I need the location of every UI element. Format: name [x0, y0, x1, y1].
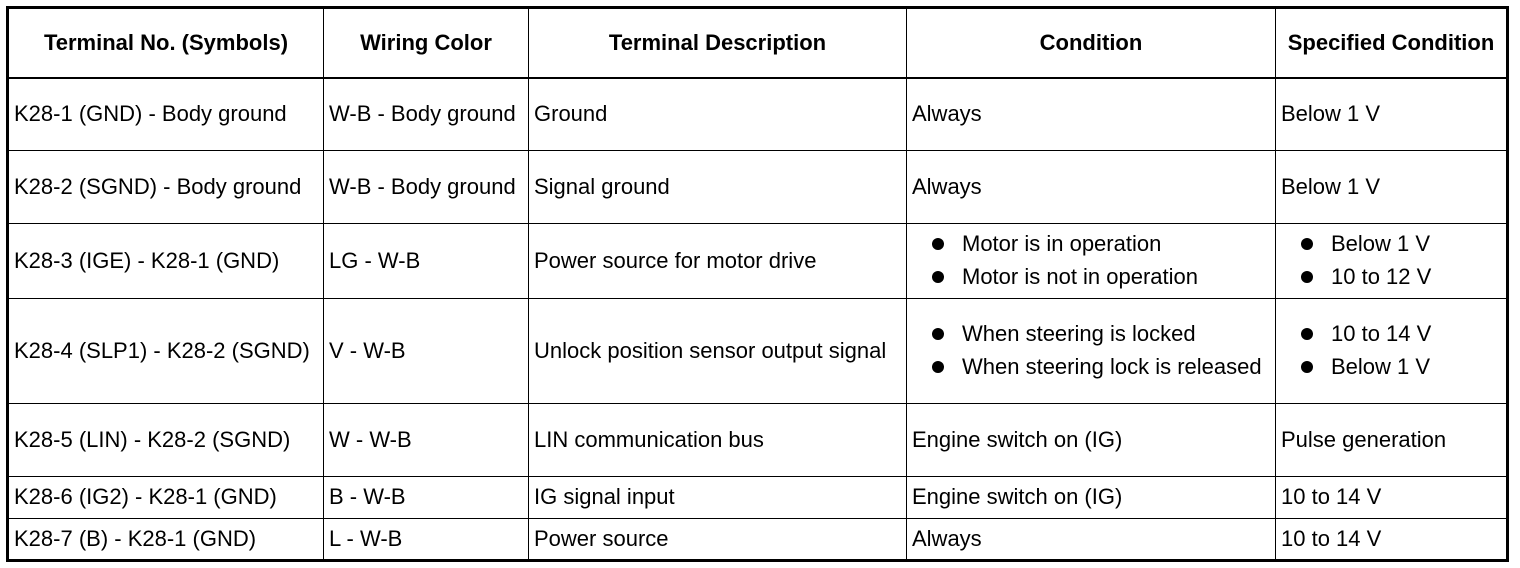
bullet-text: 10 to 12 V — [1331, 264, 1432, 289]
bullet-text: When steering is locked — [962, 321, 1196, 346]
cell-description: Ground — [529, 78, 907, 150]
bullet-item — [1301, 352, 1501, 382]
bullet-item — [932, 262, 1270, 292]
bullet-item — [1301, 229, 1501, 259]
cell-condition-list — [907, 298, 1276, 403]
bullet-text: Motor is not in operation — [962, 264, 1199, 289]
cell-description: Unlock position sensor output signal — [529, 298, 907, 403]
cell-specified-list — [1276, 223, 1508, 298]
table-row — [8, 403, 1508, 476]
bullet-text: When steering lock is released — [962, 354, 1262, 379]
cell-terminal: K28-3 (IGE) - K28-1 (GND) — [8, 223, 324, 298]
cell-wiring-color: B - W-B — [324, 476, 529, 518]
header-wiring-color: Wiring Color — [324, 8, 529, 79]
cell-wiring-color: W-B - Body ground — [324, 78, 529, 150]
cell-specified: 10 to 14 V — [1276, 476, 1508, 518]
cell-description: Power source for motor drive — [529, 223, 907, 298]
cell-wiring-color: V - W-B — [324, 298, 529, 403]
cell-terminal: K28-6 (IG2) - K28-1 (GND) — [8, 476, 324, 518]
cell-specified: 10 to 14 V — [1276, 518, 1508, 560]
bullet-item — [1301, 262, 1501, 292]
cell-description: LIN communication bus — [529, 403, 907, 476]
cell-wiring-color: LG - W-B — [324, 223, 529, 298]
header-specified-condition: Specified Condition — [1276, 8, 1508, 79]
cell-description: Power source — [529, 518, 907, 560]
bullet-text: 10 to 14 V — [1331, 321, 1432, 346]
cell-condition: Engine switch on (IG) — [907, 403, 1276, 476]
cell-terminal: K28-7 (B) - K28-1 (GND) — [8, 518, 324, 560]
cell-terminal: K28-4 (SLP1) - K28-2 (SGND) — [8, 298, 324, 403]
cell-condition-list — [907, 223, 1276, 298]
terminal-table-container — [6, 6, 1509, 562]
terminal-specification-table — [6, 6, 1509, 562]
bullet-text: Motor is in operation — [962, 231, 1162, 256]
cell-condition: Always — [907, 78, 1276, 150]
condition-bullet-list — [912, 319, 1270, 382]
bullet-item — [932, 229, 1270, 259]
cell-condition: Always — [907, 518, 1276, 560]
table-header-row — [8, 8, 1508, 79]
header-condition: Condition — [907, 8, 1276, 79]
bullet-item — [932, 319, 1270, 349]
table-row — [8, 518, 1508, 560]
cell-condition: Always — [907, 150, 1276, 223]
cell-specified: Below 1 V — [1276, 78, 1508, 150]
bullet-text: Below 1 V — [1331, 231, 1431, 256]
cell-specified-list — [1276, 298, 1508, 403]
cell-specified: Pulse generation — [1276, 403, 1508, 476]
cell-description: Signal ground — [529, 150, 907, 223]
specified-bullet-list — [1281, 229, 1501, 292]
cell-terminal: K28-2 (SGND) - Body ground — [8, 150, 324, 223]
table-row — [8, 78, 1508, 150]
header-terminal: Terminal No. (Symbols) — [8, 8, 324, 79]
bullet-item — [1301, 319, 1501, 349]
table-row — [8, 223, 1508, 298]
table-row — [8, 150, 1508, 223]
specified-bullet-list — [1281, 319, 1501, 382]
condition-bullet-list — [912, 229, 1270, 292]
cell-specified: Below 1 V — [1276, 150, 1508, 223]
header-terminal-description: Terminal Description — [529, 8, 907, 79]
bullet-text: Below 1 V — [1331, 354, 1431, 379]
cell-wiring-color: W-B - Body ground — [324, 150, 529, 223]
cell-wiring-color: L - W-B — [324, 518, 529, 560]
bullet-item — [932, 352, 1270, 382]
cell-terminal: K28-1 (GND) - Body ground — [8, 78, 324, 150]
table-row — [8, 476, 1508, 518]
table-row — [8, 298, 1508, 403]
cell-terminal: K28-5 (LIN) - K28-2 (SGND) — [8, 403, 324, 476]
cell-wiring-color: W - W-B — [324, 403, 529, 476]
cell-description: IG signal input — [529, 476, 907, 518]
cell-condition: Engine switch on (IG) — [907, 476, 1276, 518]
